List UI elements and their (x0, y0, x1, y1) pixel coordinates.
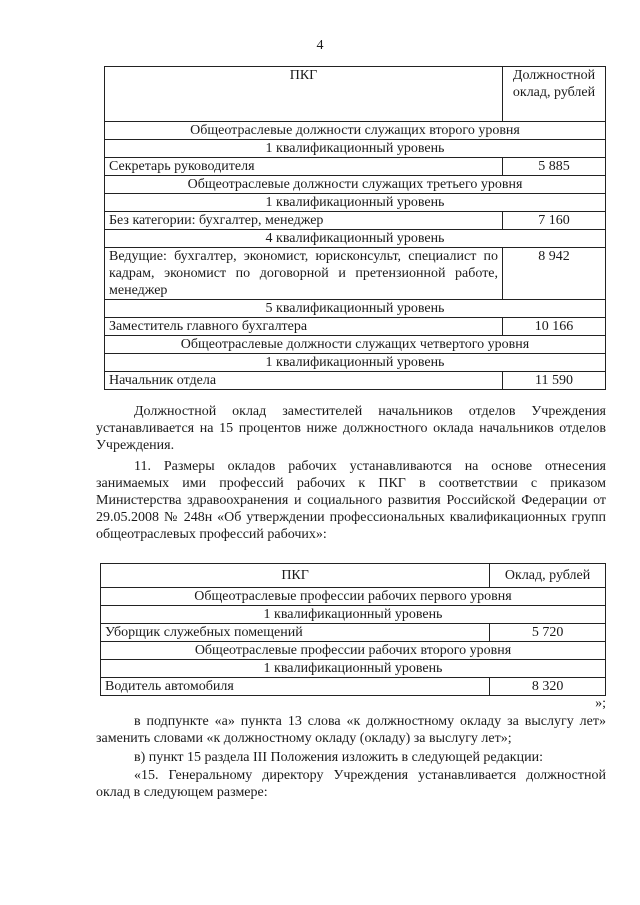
group-heading: Общеотраслевые должности служащих третьего уровня (105, 176, 606, 194)
level-heading: 1 квалификационный уровень (101, 660, 606, 678)
salary-value: 11 590 (503, 372, 606, 390)
paragraph-subitem-a: в подпункте «а» пункта 13 слова «к должностному окладу за выслугу лет» заменить словами «к должностному окладу (окладу) за выслугу лет»; (96, 714, 606, 746)
table-row (101, 624, 606, 642)
positions-salary-table (104, 66, 606, 390)
salary-value: 7 160 (503, 212, 606, 230)
table-row (105, 122, 606, 140)
profession-name: Уборщик служебных помещений (101, 624, 490, 642)
group-heading: Общеотраслевые должности служащих второго уровня (105, 122, 606, 140)
closing-quote-mark: »; (595, 696, 606, 711)
table-row (105, 336, 606, 354)
header-salary: Оклад, рублей (490, 564, 606, 588)
position-name: Заместитель главного бухгалтера (105, 318, 503, 336)
paragraph-deputy-salary: Должностной оклад заместителей начальников отделов Учреждения устанавливается на 15 процентов ниже должностного оклада начальников отделов Учреждения. (96, 404, 606, 453)
profession-name: Водитель автомобиля (101, 678, 490, 696)
table-row (101, 660, 606, 678)
table-row (105, 176, 606, 194)
table-header-row (105, 67, 606, 122)
level-heading: 5 квалификационный уровень (105, 300, 606, 318)
position-name: Секретарь руководителя (105, 158, 503, 176)
group-heading: Общеотраслевые профессии рабочих второго уровня (101, 642, 606, 660)
table-row (105, 248, 606, 300)
position-name: Ведущие: бухгалтер, экономист, юрисконсульт, специалист по кадрам, экономист по договорной и претензионной работе, менеджер (105, 248, 503, 300)
table-row (105, 158, 606, 176)
table-row (105, 212, 606, 230)
table-row (101, 588, 606, 606)
table-header-row (101, 564, 606, 588)
table-row (101, 606, 606, 624)
salary-value: 10 166 (503, 318, 606, 336)
table-row (105, 140, 606, 158)
paragraph-item-v: в) пункт 15 раздела III Положения изложить в следующей редакции: (134, 750, 543, 765)
level-heading: 1 квалификационный уровень (105, 354, 606, 372)
table-row (105, 230, 606, 248)
position-name: Начальник отдела (105, 372, 503, 390)
group-heading: Общеотраслевые профессии рабочих первого уровня (101, 588, 606, 606)
page-number: 4 (316, 38, 324, 53)
position-name: Без категории: бухгалтер, менеджер (105, 212, 503, 230)
salary-value: 8 942 (503, 248, 606, 300)
table-row (105, 372, 606, 390)
table-row (105, 318, 606, 336)
salary-value: 5 720 (490, 624, 606, 642)
group-heading: Общеотраслевые должности служащих четвертого уровня (105, 336, 606, 354)
header-salary: Должностной оклад, рублей (503, 67, 606, 122)
table-row (101, 642, 606, 660)
paragraph-11: 11. Размеры окладов рабочих устанавливаются на основе отнесения занимаемых ими профессий рабочих к ПКГ в соответствии с приказом Министерства здравоохранения и социального развития Российской Федерации от 29.05.2008 № 248н «Об утверждении профессиональных квалификационных групп общеотраслевых профессий рабочих»: (96, 459, 606, 542)
header-pkg: ПКГ (101, 564, 490, 588)
table-row (105, 194, 606, 212)
table-row (105, 354, 606, 372)
level-heading: 1 квалификационный уровень (101, 606, 606, 624)
workers-salary-table (100, 563, 606, 696)
salary-value: 5 885 (503, 158, 606, 176)
header-pkg: ПКГ (105, 67, 503, 122)
level-heading: 1 квалификационный уровень (105, 140, 606, 158)
paragraph-15: «15. Генеральному директору Учреждения устанавливается должностной оклад в следующем размере: (96, 768, 606, 800)
table-row (105, 300, 606, 318)
salary-value: 8 320 (490, 678, 606, 696)
table-row (101, 678, 606, 696)
level-heading: 4 квалификационный уровень (105, 230, 606, 248)
level-heading: 1 квалификационный уровень (105, 194, 606, 212)
